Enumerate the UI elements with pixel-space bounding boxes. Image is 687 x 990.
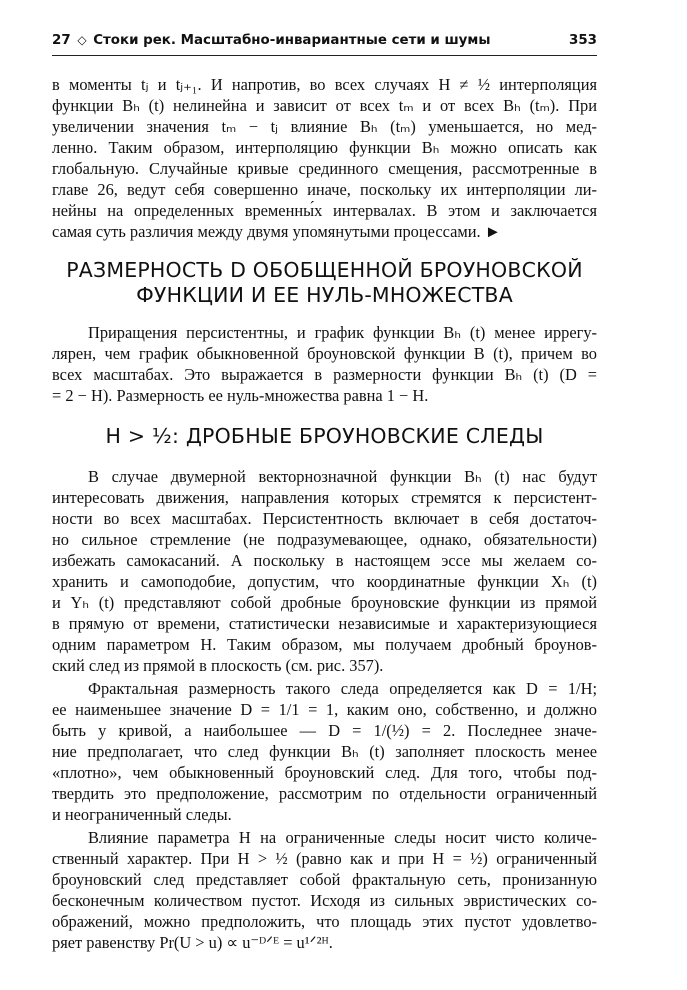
paragraph-line: избежать самокасаний. А поскольку в настоящем эссе мы желаем со- (52, 551, 597, 570)
section-heading-1: РАЗМЕРНОСТЬ D ОБОБЩЕННОЙ БРОУНОВСКОЙ (66, 258, 583, 282)
paragraph-line: нейны на определенных временны́х интервалах. В этом и заключается (52, 201, 597, 220)
paragraph-line: ряет равенству Pr(U > u) ∝ u⁻ᴰᐟᴱ = u¹ᐟ²ᴴ. (52, 933, 333, 952)
paragraph-line: быть у кривой, а наибольшее — D = 1/(½) = 2. Последнее значе- (52, 721, 597, 740)
chapter-title: Стоки рек. Масштабно-инвариантные сети и шумы (93, 33, 491, 48)
paragraph-line: ленно. Таким образом, интерполяцию функции Bₕ можно описать как (52, 138, 597, 157)
paragraph-line: хранить и самоподобие, допустим, что координатные функции Xₕ (t) (52, 572, 597, 591)
chapter-number: 27 (52, 33, 71, 48)
paragraph-line: одним параметром H. Таким образом, мы получаем дробный броунов- (52, 635, 597, 654)
paragraph-line: Влияние параметра H на ограниченные следы носит чисто количе- (88, 828, 597, 847)
paragraph-line: в моменты tⱼ и tⱼ₊₁. И напротив, во всех случаях H ≠ ½ интерполяция (52, 75, 597, 94)
paragraph-line: «плотно», чем обыкновенный броуновский след. Для того, чтобы под- (52, 763, 597, 782)
diamond-icon: ◇ (77, 33, 87, 47)
header-rule (52, 55, 597, 56)
paragraph-line: и неограниченный следы. (52, 805, 232, 824)
running-head-left (52, 33, 490, 48)
paragraph-line: главе 26, ведут себя совершенно иначе, поскольку их интерполяции ли- (52, 180, 597, 199)
paragraph-line: функции Bₕ (t) нелинейна и зависит от всех tₘ и от всех Bₕ (tₘ). При (52, 96, 597, 115)
page-number: 353 (569, 33, 597, 48)
paragraph-line: = 2 − H). Размерность ее нуль-множества равна 1 − H. (52, 386, 429, 405)
section-heading-2: H > ½: ДРОБНЫЕ БРОУНОВСКИЕ СЛЕДЫ (105, 424, 544, 448)
paragraph-line: глобальную. Случайные кривые срединного смещения, рассмотренные в (52, 159, 597, 178)
paragraph-line: самая суть различия между двумя упомянутыми процессами. ► (52, 222, 501, 241)
paragraph-line: ние предполагает, что след функции Bₕ (t) заполняет плоскость менее (52, 742, 597, 761)
paragraph-line: всех масштабах. Это выражается в размерности функции Bₕ (t) (D = (52, 365, 597, 384)
paragraph-line: В случае двумерной векторнозначной функции Bₕ (t) нас будут (88, 467, 597, 486)
paragraph-line: ский след из прямой в плоскость (см. рис. 357). (52, 656, 384, 675)
paragraph-line: ображений, можно предположить, что площадь этих пустот удовлетво- (52, 912, 597, 931)
paragraph-line: ности во всех масштабах. Персистентность включает в себя достаточ- (52, 509, 597, 528)
paragraph-line: Приращения персистентны, и график функции Bₕ (t) менее иррегу- (88, 323, 597, 342)
paragraph-line: Фрактальная размерность такого следа определяется как D = 1/H; (88, 679, 597, 698)
section-heading-1-line-2: ФУНКЦИИ И ЕЕ НУЛЬ-МНОЖЕСТВА (136, 283, 513, 307)
paragraph-line: но сильное стремление (не подразумевающее, однако, обязательности) (52, 530, 597, 549)
paragraph-line: броуновский след представляет собой фрактальную сеть, пронизанную (52, 870, 597, 889)
running-head (52, 33, 597, 55)
paragraph-line: в прямую от времени, статистически независимые и характеризующиеся (52, 614, 597, 633)
paragraph-line: бесконечным количеством пустот. Исходя из сильных эвристических со- (52, 891, 597, 910)
paragraph-line: лярен, чем график обыкновенной броуновской функции B (t), причем во (52, 344, 597, 363)
paragraph-line: увеличении значения tₘ − tⱼ влияние Bₕ (tₘ) уменьшается, но мед- (52, 117, 597, 136)
paragraph-line: ственный характер. При H > ½ (равно как и при H = ½) ограниченный (52, 849, 597, 868)
paragraph-line: твердить это предположение, рассмотрим по отдельности ограниченный (52, 784, 597, 803)
paragraph-line: ее наименьшее значение D = 1/1 = 1, каким оно, собственно, и должно (52, 700, 597, 719)
paragraph-line: интересовать движения, направления которых стремятся к персистент- (52, 488, 597, 507)
paragraph-line: и Yₕ (t) представляют собой дробные броуновские функции из прямой (52, 593, 597, 612)
